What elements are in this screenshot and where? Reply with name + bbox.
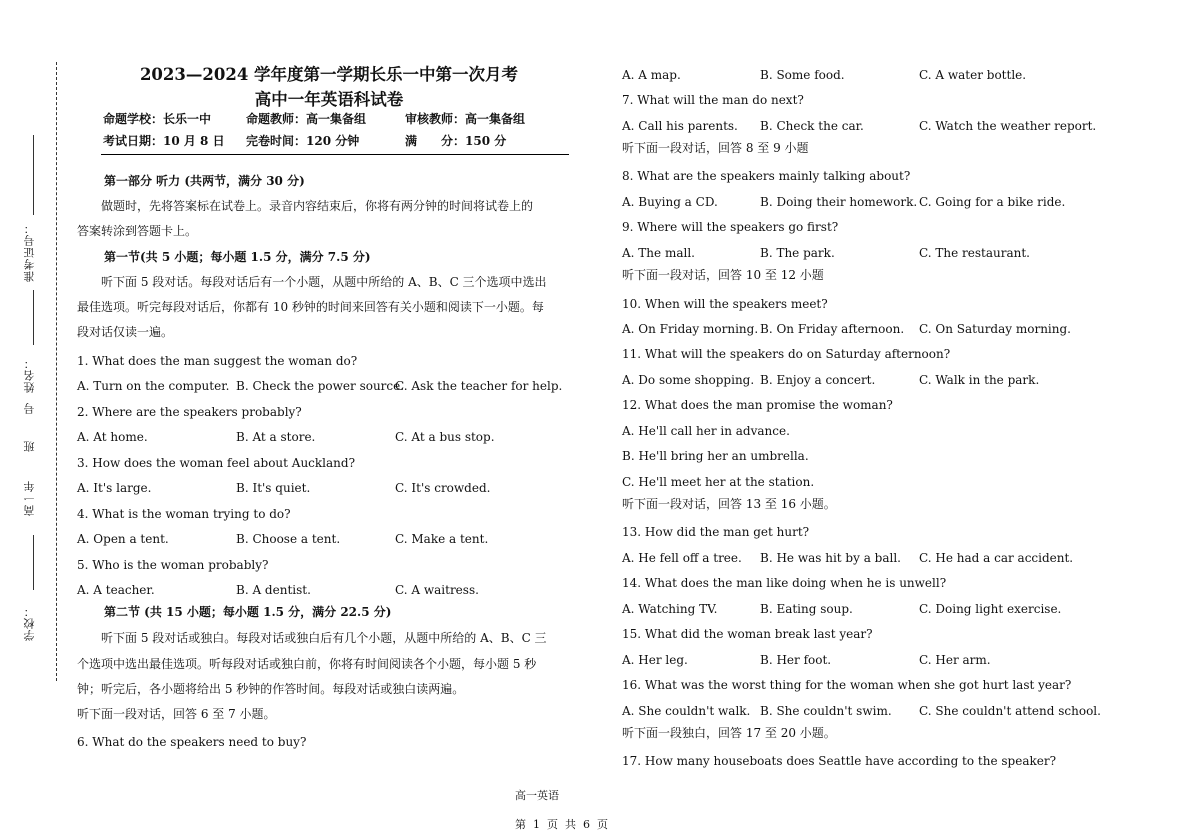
footer-subject: 高一英语 bbox=[515, 789, 559, 802]
question: 9. Where will the speakers go first? bbox=[622, 220, 839, 234]
school-label: 学校： bbox=[23, 605, 36, 641]
option-a: A. Do some shopping. bbox=[622, 373, 755, 387]
section1-intro: 段对话仅读一遍。 bbox=[77, 325, 174, 339]
question: 7. What will the man do next? bbox=[622, 93, 804, 107]
option-c: C. At a bus stop. bbox=[395, 430, 495, 444]
option-b: B. Some food. bbox=[760, 68, 845, 82]
name-label: 姓名： bbox=[23, 357, 36, 393]
grade-label: 高一年 bbox=[23, 480, 36, 516]
question: 13. How did the man get hurt? bbox=[622, 525, 810, 539]
option-a: A. The mall. bbox=[622, 246, 695, 260]
option-c: C. It's crowded. bbox=[395, 481, 491, 495]
listening-note: 听下面一段对话，回答 8 至 9 小题 bbox=[622, 141, 809, 155]
option-c: C. Walk in the park. bbox=[919, 373, 1040, 387]
option-a: A. Buying a CD. bbox=[622, 195, 718, 209]
option-c: C. A water bottle. bbox=[919, 68, 1027, 82]
option-a: A. He fell off a tree. bbox=[622, 551, 742, 565]
option-b: B. Enjoy a concert. bbox=[760, 373, 876, 387]
section2-intro: 听下面 5 段对话或独白。每段对话或独白后有几个小题，从题中所给的 A、B、C 三 bbox=[101, 631, 547, 645]
question: 6. What do the speakers need to buy? bbox=[77, 735, 307, 749]
option-a: A. A map. bbox=[622, 68, 681, 82]
question: 2. Where are the speakers probably? bbox=[77, 405, 302, 419]
header-rule bbox=[101, 154, 569, 155]
part1-intro: 做题时，先将答案标在试卷上。录音内容结束后，你将有两分钟的时间将试卷上的 bbox=[101, 199, 534, 213]
option-a: A. Call his parents. bbox=[622, 119, 738, 133]
option-a: A. Her leg. bbox=[622, 653, 688, 667]
option-b: B. Her foot. bbox=[760, 653, 832, 667]
part1-intro: 答案转涂到答题卡上。 bbox=[77, 224, 198, 238]
question: 11. What will the speakers do on Saturday afternoon? bbox=[622, 347, 951, 361]
section2-intro: 钟；听完后，各小题将给出 5 秒钟的作答时间。每段对话或独白读两遍。 bbox=[77, 682, 465, 696]
option-c: C. Her arm. bbox=[919, 653, 991, 667]
option-c: C. Going for a bike ride. bbox=[919, 195, 1066, 209]
section1-intro: 听下面 5 段对话。每段对话后有一个小题，从题中所给的 A、B、C 三个选项中选出 bbox=[101, 275, 547, 289]
option-c: C. On Saturday morning. bbox=[919, 322, 1071, 336]
question: 16. What was the worst thing for the woman when she got hurt last year? bbox=[622, 678, 1072, 692]
question: 4. What is the woman trying to do? bbox=[77, 507, 291, 521]
option-c: C. Ask the teacher for help. bbox=[395, 379, 563, 393]
page-footer bbox=[508, 774, 608, 832]
option-a: A. He'll call her in advance. bbox=[622, 424, 790, 438]
meta-reviewer: 审核教师：高一集备组 bbox=[405, 112, 526, 126]
option-c: C. He had a car accident. bbox=[919, 551, 1074, 565]
option-b: B. On Friday afternoon. bbox=[760, 322, 905, 336]
option-b: B. Check the car. bbox=[760, 119, 864, 133]
question: 3. How does the woman feel about Auckland? bbox=[77, 456, 356, 470]
option-c: C. The restaurant. bbox=[919, 246, 1030, 260]
page-number: 第 1 页 共 6 页 bbox=[515, 818, 608, 831]
option-c: C. Make a tent. bbox=[395, 532, 489, 546]
option-c: C. Doing light exercise. bbox=[919, 602, 1062, 616]
option-b: B. Choose a tent. bbox=[236, 532, 341, 546]
section2-intro: 个选项中选出最佳选项。听每段对话或独白前，你将有时间阅读各个小题，每小题 5 秒 bbox=[77, 657, 537, 671]
section1-intro: 最佳选项。听完每段对话后，你都有 10 秒钟的时间来回答有关小题和阅读下一小题。每 bbox=[77, 300, 544, 314]
question: 10. When will the speakers meet? bbox=[622, 297, 828, 311]
question: 17. How many houseboats does Seattle have according to the speaker? bbox=[622, 754, 1057, 768]
option-b: B. A dentist. bbox=[236, 583, 311, 597]
meta-school: 命题学校：长乐一中 bbox=[103, 112, 212, 126]
meta-author: 命题教师：高一集备组 bbox=[246, 112, 367, 126]
field-line bbox=[33, 535, 34, 590]
option-a: A. Open a tent. bbox=[77, 532, 169, 546]
option-c: C. She couldn't attend school. bbox=[919, 704, 1101, 718]
exam-number-label: 准考证号： bbox=[23, 222, 36, 282]
option-b: B. Eating soup. bbox=[760, 602, 853, 616]
meta-duration: 完卷时间：120 分钟 bbox=[246, 134, 360, 148]
question: 14. What does the man like doing when he is unwell? bbox=[622, 576, 947, 590]
exam-title: 2023—2024 学年度第一学期长乐一中第一次月考 bbox=[139, 65, 519, 84]
class-label: 班 bbox=[23, 440, 36, 452]
option-a: A. It's large. bbox=[77, 481, 152, 495]
field-line bbox=[33, 290, 34, 345]
section1-title: 第一节(共 5 小题；每小题 1.5 分，满分 7.5 分) bbox=[104, 250, 371, 264]
question: 12. What does the man promise the woman? bbox=[622, 398, 893, 412]
listening-note: 听下面一段对话，回答 6 至 7 小题。 bbox=[77, 707, 276, 721]
option-a: A. She couldn't walk. bbox=[622, 704, 751, 718]
question: 1. What does the man suggest the woman do? bbox=[77, 354, 358, 368]
question: 5. Who is the woman probably? bbox=[77, 558, 269, 572]
cut-line bbox=[56, 62, 57, 681]
listening-note: 听下面一段对话，回答 13 至 16 小题。 bbox=[622, 497, 836, 511]
option-b: B. He'll bring her an umbrella. bbox=[622, 449, 809, 463]
seat-number-label: 号 bbox=[23, 402, 36, 414]
option-b: B. She couldn't swim. bbox=[760, 704, 892, 718]
section2-title: 第二节 (共 15 小题；每小题 1.5 分，满分 22.5 分) bbox=[104, 605, 392, 619]
option-c: C. He'll meet her at the station. bbox=[622, 475, 815, 489]
field-line bbox=[33, 135, 34, 215]
listening-note: 听下面一段对话，回答 10 至 12 小题 bbox=[622, 268, 824, 282]
option-b: B. He was hit by a ball. bbox=[760, 551, 901, 565]
meta-date: 考试日期：10 月 8 日 bbox=[103, 134, 225, 148]
exam-subtitle: 高中一年英语科试卷 bbox=[254, 90, 404, 109]
part1-title: 第一部分 听力 (共两节，满分 30 分) bbox=[104, 174, 305, 188]
option-b: B. It's quiet. bbox=[236, 481, 311, 495]
option-c: C. A waitress. bbox=[395, 583, 479, 597]
option-a: A. On Friday morning. bbox=[622, 322, 759, 336]
exam-meta-row bbox=[103, 110, 585, 127]
option-a: A. A teacher. bbox=[77, 583, 155, 597]
option-b: B. At a store. bbox=[236, 430, 316, 444]
option-a: A. Turn on the computer. bbox=[77, 379, 230, 393]
question: 8. What are the speakers mainly talking about? bbox=[622, 169, 911, 183]
option-b: B. Doing their homework. bbox=[760, 195, 918, 209]
option-b: B. The park. bbox=[760, 246, 835, 260]
listening-note: 听下面一段独白，回答 17 至 20 小题。 bbox=[622, 726, 836, 740]
exam-meta-row bbox=[103, 132, 585, 149]
option-c: C. Watch the weather report. bbox=[919, 119, 1097, 133]
option-a: A. Watching TV. bbox=[622, 602, 718, 616]
option-b: B. Check the power source. bbox=[236, 379, 405, 393]
option-a: A. At home. bbox=[77, 430, 148, 444]
meta-score: 满 分：150 分 bbox=[405, 134, 507, 148]
question: 15. What did the woman break last year? bbox=[622, 627, 873, 641]
